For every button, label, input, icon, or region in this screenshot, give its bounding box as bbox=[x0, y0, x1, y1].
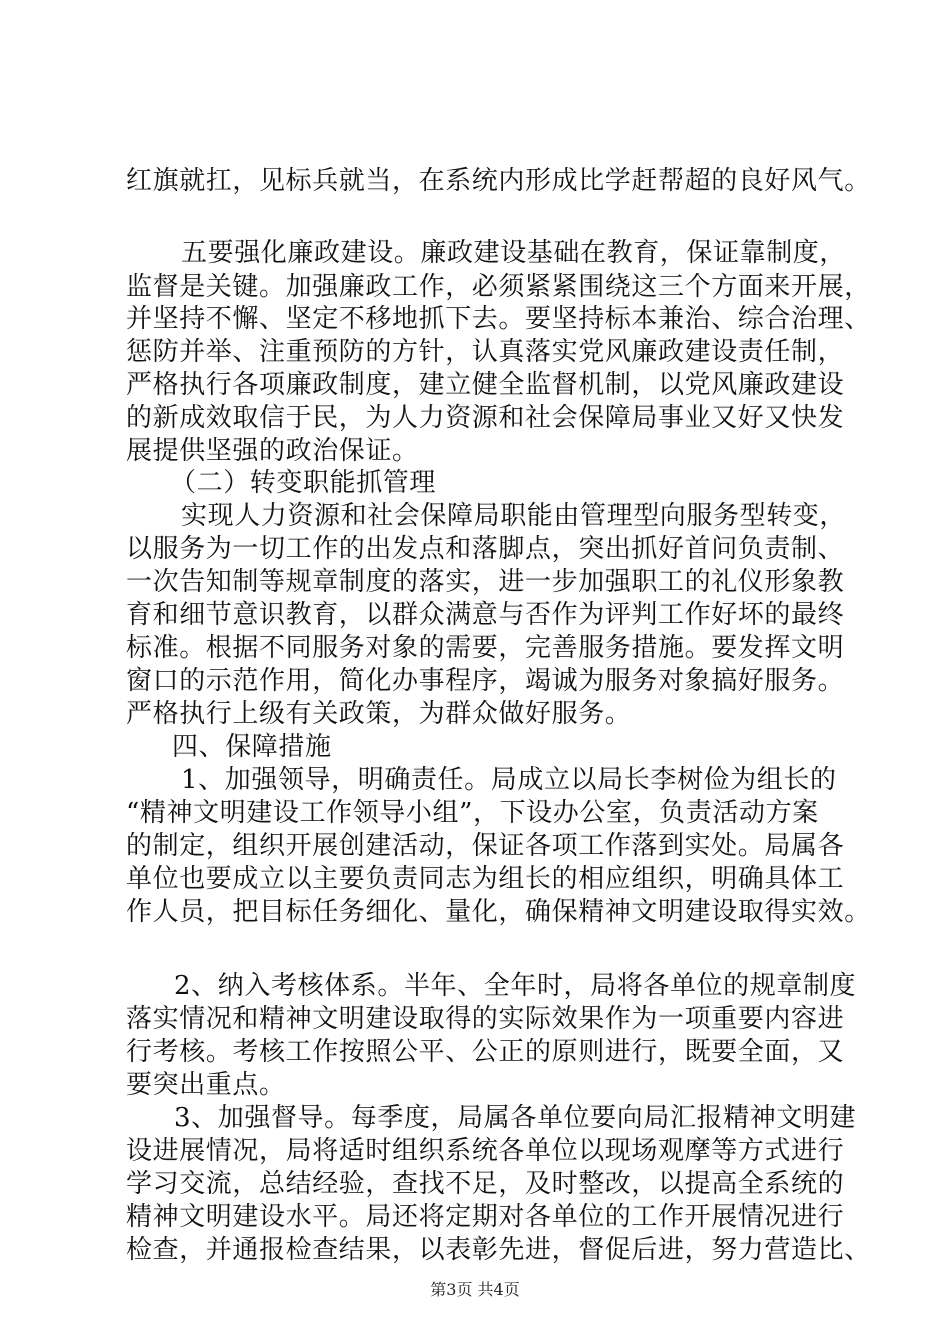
text-line: 实现人力资源和社会保障局职能由管理型向服务型转变， bbox=[181, 501, 847, 531]
text-line: 检查，并通报检查结果，以表彰先进，督促后进，努力营造比、 bbox=[126, 1235, 871, 1265]
text-line: 红旗就扛，见标兵就当，在系统内形成比学赶帮超的良好风气。 bbox=[126, 166, 871, 196]
section-heading: （二）转变职能抓管理 bbox=[170, 468, 437, 498]
text-line: 以服务为一切工作的出发点和落脚点，突出抓好首问负责制、 bbox=[126, 534, 845, 564]
text-line: 育和细节意识教育，以群众满意与否作为评判工作好坏的最终 bbox=[126, 600, 845, 630]
text-line: 一次告知制等规章制度的落实，进一步加强职工的礼仪形象教 bbox=[126, 567, 845, 597]
text-line: 精神文明建设水平。局还将定期对各单位的工作开展情况进行 bbox=[126, 1202, 845, 1232]
text-line: 2、纳入考核体系。半年、全年时，局将各单位的规章制度 bbox=[174, 971, 857, 1001]
text-line: 学习交流，总结经验，查找不足，及时整改，以提高全系统的 bbox=[126, 1169, 845, 1199]
text-line: 五要强化廉政建设。廉政建设基础在教育，保证靠制度， bbox=[181, 238, 847, 268]
text-line: 作人员，把目标任务细化、量化，确保精神文明建设取得实效。 bbox=[126, 897, 871, 927]
text-line: 1、加强领导，明确责任。局成立以局长李树俭为组长的 bbox=[181, 765, 837, 795]
section-heading: 四、保障措施 bbox=[172, 732, 332, 762]
text-line: 落实情况和精神文明建设取得的实际效果作为一项重要内容进 bbox=[126, 1004, 845, 1034]
text-line: 并坚持不懈、坚定不移地抓下去。要坚持标本兼治、综合治理、 bbox=[126, 304, 871, 334]
text-line: 监督是关键。加强廉政工作，必须紧紧围绕这三个方面来开展， bbox=[126, 272, 871, 302]
text-line: 严格执行各项廉政制度，建立健全监督机制，以党风廉政建设 bbox=[126, 370, 845, 400]
text-line: 标准。根据不同服务对象的需要，完善服务措施。要发挥文明 bbox=[126, 633, 845, 663]
text-line: 严格执行上级有关政策，为群众做好服务。 bbox=[126, 699, 632, 729]
text-line: 单位也要成立以主要负责同志为组长的相应组织，明确具体工 bbox=[126, 864, 845, 894]
text-line: 行考核。考核工作按照公平、公正的原则进行，既要全面，又 bbox=[126, 1037, 845, 1067]
text-line: 设进展情况，局将适时组织系统各单位以现场观摩等方式进行 bbox=[126, 1136, 845, 1166]
text-line: 的新成效取信于民，为人力资源和社会保障局事业又好又快发 bbox=[126, 403, 845, 433]
text-line: 展提供坚强的政治保证。 bbox=[126, 436, 419, 466]
text-line: 惩防并举、注重预防的方针，认真落实党风廉政建设责任制， bbox=[126, 337, 845, 367]
text-line: “精神文明建设工作领导小组”，下设办公室，负责活动方案 bbox=[126, 798, 819, 828]
page-number-footer: 第3页 共4页 bbox=[430, 1280, 520, 1299]
text-line: 的制定，组织开展创建活动，保证各项工作落到实处。局属各 bbox=[126, 831, 845, 861]
text-line: 3、加强督导。每季度，局属各单位要向局汇报精神文明建 bbox=[174, 1103, 857, 1133]
text-line: 要突出重点。 bbox=[126, 1070, 286, 1100]
text-line: 窗口的示范作用，简化办事程序，竭诚为服务对象搞好服务。 bbox=[126, 666, 845, 696]
